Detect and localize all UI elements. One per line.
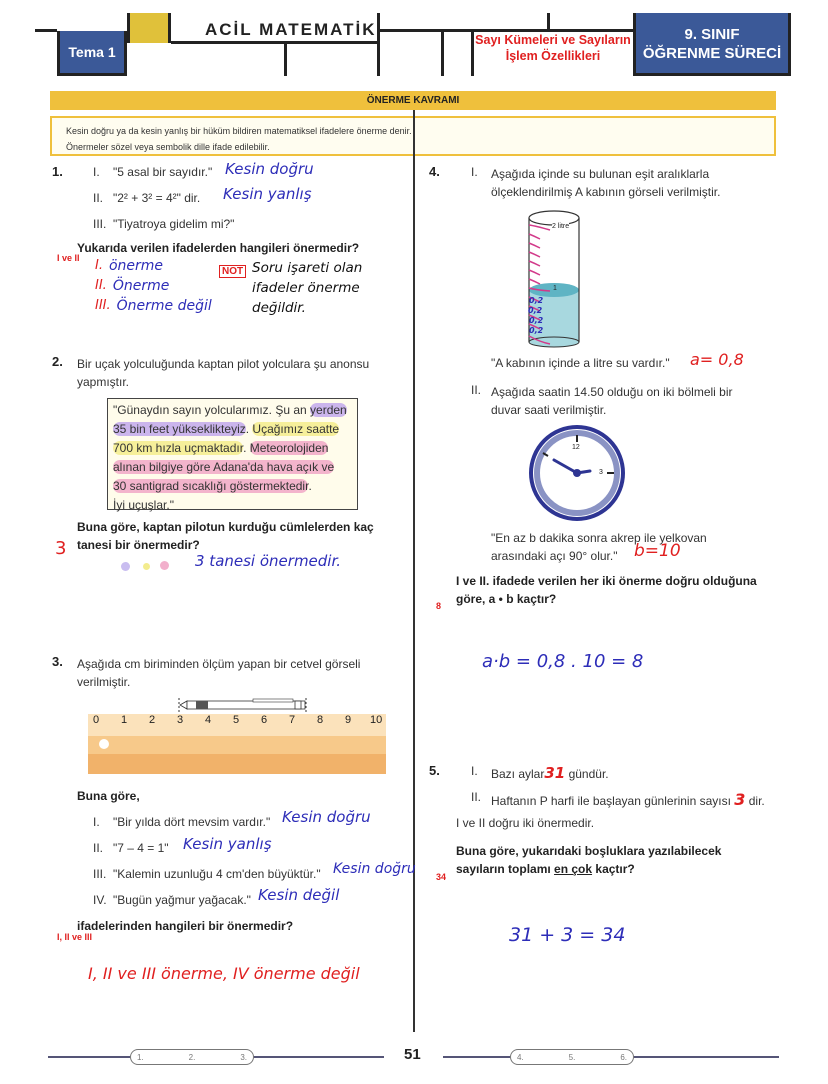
highlight-yellow: 700 km hızla uçmaktadır: [113, 441, 244, 455]
handwritten-mark: 0,2: [528, 306, 543, 315]
underlined-text: en çok: [554, 862, 593, 876]
intro-line: yapmıştır.: [77, 375, 130, 389]
pill-label: 1.: [137, 1052, 144, 1062]
handwritten-calculation: 31 + 3 = 34: [509, 924, 626, 946]
handwritten-mark: 0,2: [529, 316, 544, 325]
purple-dot-icon: [121, 562, 130, 571]
handwritten-note: Kesin yanlış: [223, 185, 312, 203]
handwritten-mark: 0,2: [529, 296, 544, 305]
footer-question-range-left: [130, 1049, 254, 1065]
question-intro: [77, 655, 360, 691]
header-yellow-block: [127, 13, 171, 43]
q5-ii-line: [491, 790, 765, 809]
intro-line: Aşağıda cm biriminden ölçüm yapan bir cetvel görseli: [77, 657, 361, 671]
answer-key: 34: [436, 872, 447, 882]
brand-logo: ACİL MATEMATİK: [205, 20, 377, 39]
pill-label: 5.: [568, 1052, 576, 1062]
pill-label: 6.: [620, 1052, 627, 1062]
quote-text: .: [308, 479, 312, 493]
header-tick: [547, 13, 550, 30]
pink-dot-icon: [160, 561, 169, 570]
question-number: 1.: [52, 164, 63, 179]
text-line: Aşağıda saatin 14.50 olduğu on iki bölmeli bir: [491, 385, 733, 399]
quote-line: [113, 477, 352, 496]
q3-item-text: "Kalemin uzunluğu 4 cm'den büyüktür.": [113, 867, 321, 881]
q1-item-text: "Tiyatroya gidelim mi?": [113, 217, 235, 231]
note-label: NOT: [219, 265, 246, 278]
question-prompt: ifadelerinden hangileri bir önermedir?: [77, 919, 294, 933]
question-prompt: Yukarıda verilen ifadelerden hangileri önermedir?: [77, 241, 360, 255]
highlight-pink: Meteorolojiden: [249, 441, 329, 455]
cylinder-top-label: 2 litre: [552, 223, 570, 230]
handwritten-list-item: [95, 258, 212, 278]
header-rule: [171, 41, 379, 44]
subject-title: [472, 32, 634, 64]
prompt-line: [456, 860, 721, 878]
footer-rule: [634, 1056, 779, 1058]
ruler-tick-label: 6: [261, 714, 268, 726]
clock-label-12: 12: [572, 444, 580, 451]
pill-label: 4.: [517, 1052, 524, 1062]
ruler-tick-label: 1: [121, 714, 128, 726]
quote-line: [113, 458, 352, 477]
note-block: [219, 261, 246, 279]
theme-badge: Tema 1: [57, 31, 127, 76]
question-number: 5.: [429, 763, 440, 778]
handwritten-note: Kesin değil: [258, 886, 340, 904]
quote-line: [113, 420, 352, 439]
prompt-line: I ve II. ifadede verilen her iki önerme doğru olduğuna: [456, 574, 757, 588]
header-rule: [35, 29, 57, 32]
grade-badge: [633, 13, 791, 76]
question-number: 4.: [429, 164, 440, 179]
handwritten-list-item: [95, 278, 212, 298]
cylinder-mid-label: 1: [553, 285, 557, 292]
measuring-cylinder: [520, 208, 588, 350]
question-number: 2.: [52, 354, 63, 369]
q3-item-text: "Bir yılda dört mevsim vardır.": [113, 815, 271, 829]
q3-item-roman: IV.: [93, 893, 107, 907]
q1-item-roman: II.: [93, 191, 104, 205]
roman-label: II.: [95, 278, 107, 293]
question-number: 3.: [52, 654, 63, 669]
answer-key: I ve II: [57, 253, 80, 263]
handwritten-list: [95, 258, 212, 318]
q5-i-line: [491, 764, 609, 782]
q4-i-text: [491, 165, 720, 201]
pill-label: 2.: [188, 1052, 196, 1062]
intro-line: verilmiştir.: [77, 675, 131, 689]
q4-i-statement: "A kabının içinde a litre su vardır.": [491, 356, 670, 370]
question-prompt: [456, 842, 721, 878]
ruler-tick-label: 8: [317, 714, 324, 726]
note-line: değildir.: [252, 300, 306, 316]
handwritten-note: I, II ve III önerme, IV önerme değil: [88, 964, 360, 983]
q3-item-text: "7 – 4 = 1": [113, 841, 169, 855]
quote-line: İyi uçuşlar.": [113, 498, 174, 512]
grade-line-1: 9. SINIF: [684, 26, 740, 43]
q3-item-roman: II.: [93, 841, 104, 855]
handwritten-answer: b=10: [634, 541, 681, 561]
question-prompt: [77, 518, 374, 554]
page-number: 51: [404, 1046, 421, 1063]
handwritten-calculation: a·b = 0,8 . 10 = 8: [482, 651, 644, 672]
ruler-tick-label: 10: [370, 714, 383, 726]
text: Haftanın P harfi ile başlayan günlerinin sayısı: [491, 794, 731, 808]
prompt-line: Buna göre, yukarıdaki boşluklara yazılabilecek: [456, 844, 722, 858]
header-tick: [441, 29, 444, 76]
ruler-tick-label: 9: [345, 714, 352, 726]
answer-key: 3: [55, 538, 67, 559]
ruler-tick-label: 3: [177, 714, 184, 726]
handwritten-note: 3 tanesi önermedir.: [195, 552, 342, 570]
question-prompt: [456, 572, 757, 608]
q4-roman: II.: [471, 383, 482, 397]
text: dir.: [748, 794, 765, 808]
column-divider: [413, 110, 415, 1032]
footer-question-range-right: [510, 1049, 634, 1065]
text-line: Aşağıda içinde su bulunan eşit aralıklarla: [491, 167, 710, 181]
ruler-tick-label: 2: [149, 714, 156, 726]
header-tick: [377, 13, 380, 76]
subject-line-2: İşlem Özellikleri: [505, 49, 601, 63]
yellow-dot-icon: [143, 563, 150, 570]
ruler-tick-label: 5: [233, 714, 240, 726]
handwritten-note: Kesin doğru: [225, 160, 314, 178]
roman-label: I.: [95, 258, 103, 273]
prompt-line: tanesi bir önermedir?: [77, 538, 200, 552]
ruler-figure: [88, 696, 386, 776]
quote-text: .: [243, 441, 250, 455]
handwritten-note: Kesin doğru: [333, 861, 416, 877]
intro-line: Bir uçak yolculuğunda kaptan pilot yolculara şu anonsu: [77, 357, 370, 371]
q4-roman: I.: [471, 165, 478, 179]
text-line: ölçeklendirilmiş A kabının görseli verilmiştir.: [491, 185, 721, 199]
clock-icon: [528, 424, 626, 522]
pill-label: 3.: [240, 1052, 247, 1062]
note-line: ifadeler önerme: [252, 280, 360, 296]
quote-line: [113, 439, 352, 458]
question-lead: Buna göre,: [77, 789, 140, 803]
text: Bazı aylar: [491, 767, 545, 781]
highlight-pink: 30 santigrad sıcaklığı göstermektedir: [113, 479, 309, 493]
highlight-yellow: Uçağımız saatte: [252, 422, 340, 436]
quote-text: .: [245, 422, 253, 436]
question-intro: [77, 355, 369, 391]
note-line: Soru işareti olan: [252, 260, 363, 276]
q5-roman: II.: [471, 790, 482, 804]
handwritten-text: önerme: [108, 258, 164, 274]
q1-item-roman: I.: [93, 165, 100, 179]
q5-roman: I.: [471, 764, 478, 778]
answer-key: I, II ve III: [57, 932, 93, 942]
ruler-tick-label: 7: [289, 714, 296, 726]
wall-clock: [528, 424, 626, 522]
pencil-icon: [88, 696, 386, 776]
text: sayıların toplamı: [456, 862, 555, 876]
q3-item-roman: I.: [93, 815, 100, 829]
handwritten-mark: 0,2: [529, 326, 544, 335]
announcement-box: [107, 398, 358, 510]
quote-text: "Günaydın sayın yolcularımız. Şu an: [113, 403, 311, 417]
clock-label-3: 3: [599, 469, 603, 476]
handwritten-note: Kesin yanlış: [183, 835, 272, 853]
highlight-pink: alınan bilgiye göre Adana'da hava açık ve: [113, 460, 335, 474]
prompt-line: Buna göre, kaptan pilotun kurduğu cümlelerden kaç: [77, 520, 374, 534]
footer-rule: [254, 1056, 384, 1058]
q1-item-roman: III.: [93, 217, 107, 231]
text-line: arasındaki açı 90° olur.": [491, 549, 618, 563]
highlight-purple: yerden: [310, 403, 347, 417]
prompt-line: göre, a • b kaçtır?: [456, 592, 557, 606]
definition-line: Önermeler sözel veya sembolik dille ifade edilebilir.: [66, 142, 270, 152]
section-title: ÖNERME KAVRAMI: [50, 91, 776, 110]
highlight-purple: 35 bin feet yükseklikteyiz: [113, 422, 246, 436]
handwritten-fill: 3: [734, 790, 746, 809]
handwritten-list-item: [95, 298, 212, 318]
handwritten-note-text: [252, 258, 362, 318]
header-tick: [284, 41, 287, 76]
ruler-tick-label: 0: [93, 714, 100, 726]
handwritten-answer: a= 0,8: [690, 350, 744, 369]
q1-item-text: "2² + 3² = 4²" dir.: [113, 191, 201, 205]
handwritten-note: Kesin doğru: [282, 808, 371, 826]
text: kaçtır?: [592, 862, 635, 876]
handwritten-text: Önerme: [112, 278, 170, 294]
quote-line: [113, 401, 352, 420]
footer-rule: [48, 1056, 130, 1058]
text-line: "En az b dakika sonra akrep ile yelkovan: [491, 531, 707, 545]
q3-item-text: "Bugün yağmur yağacak.": [113, 893, 251, 907]
answer-key: 8: [436, 601, 442, 611]
handwritten-fill: 31: [544, 764, 566, 782]
q1-item-text: "5 asal bir sayıdır.": [113, 165, 213, 179]
subject-line-1: Sayı Kümeleri ve Sayıların: [475, 33, 631, 47]
grade-line-2: ÖĞRENME SÜRECİ: [642, 45, 782, 62]
roman-label: III.: [95, 298, 111, 313]
text-line: duvar saati verilmiştir.: [491, 403, 607, 417]
ruler-tick-label: 4: [205, 714, 212, 726]
definition-line: Kesin doğru ya da kesin yanlış bir hüküm bildiren matematiksel ifadelere önerme denir.: [66, 126, 412, 136]
q5-statement: I ve II doğru iki önermedir.: [456, 816, 595, 830]
q4-ii-text: [491, 383, 733, 419]
q3-item-roman: III.: [93, 867, 107, 881]
handwritten-text: Önerme değil: [116, 298, 212, 314]
text: gündür.: [568, 767, 609, 781]
footer-rule: [443, 1056, 510, 1058]
